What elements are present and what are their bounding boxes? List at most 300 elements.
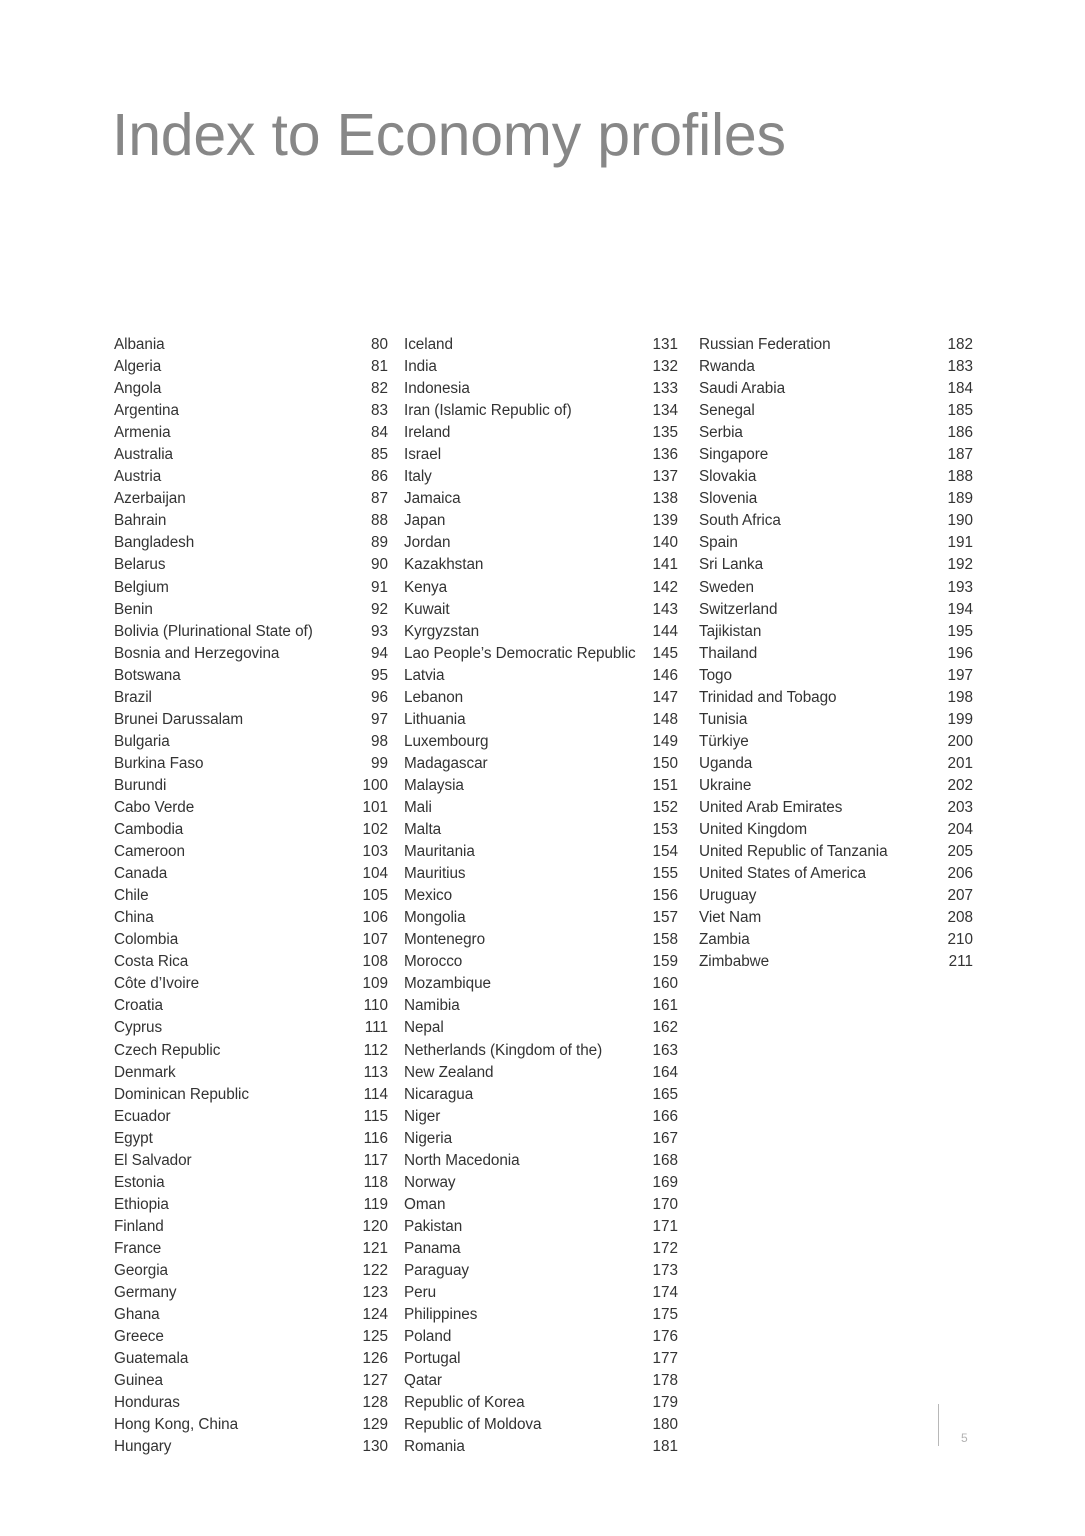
entry-economy-name: Hungary [114,1438,172,1456]
entry-page-number: 177 [652,1350,678,1368]
entry-page-number: 89 [370,534,388,552]
footer-divider [938,1404,939,1446]
index-entry[interactable] [114,929,388,951]
entry-page-number: 95 [370,666,388,684]
entry-economy-name: Brunei Darussalam [114,710,244,728]
index-entry[interactable] [404,1260,678,1282]
index-entry[interactable] [114,621,388,643]
entry-page-number: 87 [370,490,388,508]
index-entry[interactable] [404,841,678,863]
entry-economy-name: Mali [404,798,432,816]
entry-economy-name: Zambia [699,931,750,949]
index-entry[interactable] [699,775,973,797]
index-entry[interactable] [114,1260,388,1282]
entry-page-number: 197 [947,666,973,684]
entry-economy-name: Belarus [114,556,166,574]
entry-economy-name: Greece [114,1328,164,1346]
index-entry[interactable] [404,885,678,907]
entry-page-number: 120 [362,1217,388,1235]
entry-page-number: 109 [362,975,388,993]
index-entry[interactable] [114,356,388,378]
entry-page-number: 105 [362,887,388,905]
entry-page-number: 117 [363,1151,388,1169]
index-entry[interactable] [114,951,388,973]
entry-economy-name: Burkina Faso [114,754,204,772]
entry-page-number: 103 [362,843,388,861]
index-column-1 [114,334,388,1458]
entry-economy-name: Bangladesh [114,534,195,552]
index-entry[interactable] [699,643,973,665]
index-entry[interactable] [114,665,388,687]
index-entry[interactable] [114,1370,388,1392]
index-entry[interactable] [114,1304,388,1326]
index-entry[interactable] [114,378,388,400]
entry-page-number: 129 [362,1416,388,1434]
index-entry[interactable] [114,885,388,907]
entry-economy-name: Peru [404,1284,437,1302]
index-entry[interactable] [699,334,973,356]
entry-page-number: 88 [370,512,388,530]
index-entry[interactable] [699,400,973,422]
index-entry[interactable] [404,1106,678,1128]
index-entry[interactable] [404,1062,678,1084]
entry-economy-name: Belgium [114,578,169,596]
entry-economy-name: Qatar [404,1372,442,1390]
entry-page-number: 102 [362,821,388,839]
entry-economy-name: Jordan [404,534,451,552]
entry-page-number: 128 [362,1394,388,1412]
index-entry[interactable] [699,599,973,621]
entry-page-number: 166 [652,1107,678,1125]
entry-page-number: 185 [947,402,973,420]
index-entry[interactable] [404,1238,678,1260]
index-entry[interactable] [114,1216,388,1238]
entry-economy-name: United Arab Emirates [699,798,843,816]
entry-page-number: 101 [362,798,388,816]
entry-page-number: 160 [652,975,678,993]
entry-page-number: 200 [947,732,973,750]
entry-economy-name: Guatemala [114,1350,189,1368]
entry-page-number: 134 [652,402,678,420]
index-entry[interactable] [114,599,388,621]
index-entry[interactable] [404,334,678,356]
index-entry[interactable] [114,1436,388,1458]
index-entry[interactable] [699,753,973,775]
entry-economy-name: Germany [114,1284,177,1302]
index-entry[interactable] [404,753,678,775]
entry-page-number: 90 [370,556,388,574]
entry-page-number: 99 [370,754,388,772]
index-entry[interactable] [404,643,678,665]
index-entry[interactable] [114,797,388,819]
index-entry[interactable] [114,1238,388,1260]
index-entry[interactable] [404,1172,678,1194]
index-entry[interactable] [404,1304,678,1326]
index-entry[interactable] [699,929,973,951]
index-entry[interactable] [404,797,678,819]
entry-page-number: 188 [947,468,973,486]
index-entry[interactable] [404,1348,678,1370]
index-entry[interactable] [114,1150,388,1172]
index-entry[interactable] [404,510,678,532]
page-footer [938,1404,968,1446]
entry-economy-name: Mongolia [404,909,466,927]
entry-economy-name: United Kingdom [699,821,808,839]
index-entry[interactable] [404,1040,678,1062]
entry-page-number: 126 [362,1350,388,1368]
index-entry[interactable] [404,1084,678,1106]
entry-page-number: 208 [947,909,973,927]
entry-page-number: 148 [652,710,678,728]
index-entry[interactable] [404,599,678,621]
index-entry[interactable] [699,444,973,466]
index-entry[interactable] [114,775,388,797]
entry-page-number: 123 [362,1284,388,1302]
entry-page-number: 110 [363,997,388,1015]
entry-page-number: 163 [652,1041,678,1059]
entry-economy-name: Republic of Korea [404,1394,525,1412]
entry-page-number: 202 [947,776,973,794]
entry-economy-name: Indonesia [404,380,470,398]
index-entry[interactable] [114,1348,388,1370]
index-entry[interactable] [114,1128,388,1150]
index-entry[interactable] [114,444,388,466]
entry-page-number: 175 [652,1306,678,1324]
entry-economy-name: Paraguay [404,1261,470,1279]
index-entry[interactable] [699,356,973,378]
entry-economy-name: Serbia [699,424,743,442]
entry-page-number: 125 [362,1328,388,1346]
entry-economy-name: Senegal [699,402,755,420]
index-entry[interactable] [699,687,973,709]
entry-economy-name: Viet Nam [699,909,762,927]
entry-page-number: 84 [370,424,388,442]
entry-economy-name: Burundi [114,776,167,794]
entry-economy-name: United States of America [699,865,866,883]
index-entry[interactable] [699,951,973,973]
entry-economy-name: Latvia [404,666,445,684]
index-entry[interactable] [699,532,973,554]
entry-economy-name: Malaysia [404,776,464,794]
index-entry[interactable] [114,1062,388,1084]
entry-page-number: 184 [947,380,973,398]
index-entry[interactable] [404,1436,678,1458]
index-entry[interactable] [404,444,678,466]
entry-page-number: 100 [362,776,388,794]
index-entry[interactable] [114,907,388,929]
entry-economy-name: Algeria [114,358,162,376]
index-entry[interactable] [699,378,973,400]
entry-economy-name: Italy [404,468,432,486]
entry-page-number: 151 [652,776,678,794]
index-entry[interactable] [114,1194,388,1216]
entry-page-number: 179 [652,1394,678,1412]
entry-page-number: 191 [947,534,973,552]
entry-page-number: 186 [947,424,973,442]
entry-page-number: 80 [370,336,388,353]
entry-page-number: 158 [652,931,678,949]
index-entry[interactable] [114,400,388,422]
entry-economy-name: Iceland [404,336,453,353]
entry-economy-name: Singapore [699,446,769,464]
entry-economy-name: Montenegro [404,931,486,949]
entry-economy-name: Cameroon [114,843,185,861]
entry-page-number: 85 [370,446,388,464]
index-entry[interactable] [699,731,973,753]
entry-economy-name: Slovakia [699,468,757,486]
index-entry[interactable] [114,1392,388,1414]
index-entry[interactable] [114,709,388,731]
entry-page-number: 171 [652,1217,678,1235]
index-entry[interactable] [114,532,388,554]
index-entry[interactable] [404,378,678,400]
index-entry[interactable] [404,819,678,841]
entry-page-number: 193 [947,578,973,596]
entry-economy-name: Bolivia (Plurinational State of) [114,622,313,640]
entry-page-number: 159 [652,953,678,971]
index-entry[interactable] [404,1128,678,1150]
index-entry[interactable] [114,687,388,709]
entry-economy-name: Türkiye [699,732,749,750]
page-title: Index to Economy profiles [112,101,786,168]
entry-page-number: 162 [652,1019,678,1037]
entry-page-number: 150 [652,754,678,772]
index-entry[interactable] [699,885,973,907]
index-entry[interactable] [114,819,388,841]
entry-economy-name: Denmark [114,1063,176,1081]
index-entry[interactable] [114,1282,388,1304]
entry-page-number: 183 [947,358,973,376]
entry-page-number: 147 [652,688,678,706]
entry-economy-name: Lebanon [404,688,464,706]
entry-page-number: 176 [652,1328,678,1346]
index-entry[interactable] [404,995,678,1017]
entry-economy-name: Uganda [699,754,753,772]
entry-economy-name: Oman [404,1195,446,1213]
entry-economy-name: North Macedonia [404,1151,520,1169]
index-entry[interactable] [404,1017,678,1039]
entry-economy-name: Cambodia [114,821,184,839]
index-entry[interactable] [114,643,388,665]
entry-page-number: 114 [363,1085,388,1103]
entry-page-number: 136 [652,446,678,464]
entry-economy-name: Morocco [404,953,463,971]
entry-economy-name: Hong Kong, China [114,1416,239,1434]
entry-economy-name: Nicaragua [404,1085,474,1103]
index-entry[interactable] [114,510,388,532]
entry-page-number: 144 [652,622,678,640]
index-entry[interactable] [404,775,678,797]
index-entry[interactable] [699,466,973,488]
index-entry[interactable] [114,488,388,510]
index-entry[interactable] [114,731,388,753]
index-entry[interactable] [404,951,678,973]
entry-economy-name: Armenia [114,424,171,442]
index-entry[interactable] [404,400,678,422]
index-entry[interactable] [404,1150,678,1172]
entry-page-number: 115 [363,1107,388,1125]
entry-page-number: 196 [947,644,973,662]
index-entry[interactable] [404,1370,678,1392]
index-entry[interactable] [114,1040,388,1062]
entry-page-number: 119 [363,1195,388,1213]
footer-page-number: 5 [961,1431,968,1445]
entry-page-number: 157 [652,909,678,927]
entry-page-number: 97 [370,710,388,728]
entry-page-number: 198 [947,688,973,706]
index-entry[interactable] [114,863,388,885]
index-entry[interactable] [699,577,973,599]
index-entry[interactable] [404,466,678,488]
entry-economy-name: Philippines [404,1306,478,1324]
index-entry[interactable] [114,577,388,599]
entry-economy-name: Norway [404,1173,456,1191]
index-entry[interactable] [114,334,388,356]
index-entry[interactable] [404,621,678,643]
entry-page-number: 178 [652,1372,678,1390]
index-entry[interactable] [404,929,678,951]
index-entry[interactable] [114,422,388,444]
entry-economy-name: Poland [404,1328,452,1346]
entry-page-number: 201 [947,754,973,772]
index-entry[interactable] [699,819,973,841]
entry-page-number: 137 [652,468,678,486]
index-entry[interactable] [404,709,678,731]
entry-page-number: 93 [370,622,388,640]
entry-economy-name: Costa Rica [114,953,189,971]
entry-economy-name: Thailand [699,644,758,662]
index-entry[interactable] [699,797,973,819]
index-entry[interactable] [404,863,678,885]
entry-economy-name: Angola [114,380,162,398]
index-entry[interactable] [114,1414,388,1436]
entry-economy-name: Bahrain [114,512,167,530]
index-entry[interactable] [114,1326,388,1348]
entry-page-number: 210 [947,931,973,949]
index-entry[interactable] [114,1172,388,1194]
index-entry[interactable] [699,554,973,576]
index-entry[interactable] [114,1084,388,1106]
index-entry[interactable] [699,907,973,929]
index-entry[interactable] [404,731,678,753]
entry-page-number: 155 [652,865,678,883]
index-entry[interactable] [404,665,678,687]
entry-economy-name: Austria [114,468,162,486]
index-entry[interactable] [404,488,678,510]
entry-page-number: 146 [652,666,678,684]
entry-economy-name: Botswana [114,666,181,684]
index-entry[interactable] [699,863,973,885]
entry-economy-name: Sweden [699,578,754,596]
entry-economy-name: United Republic of Tanzania [699,843,888,861]
index-entry[interactable] [404,1216,678,1238]
entry-page-number: 92 [370,600,388,618]
index-entry[interactable] [114,1106,388,1128]
entry-page-number: 187 [947,446,973,464]
entry-page-number: 82 [370,380,388,398]
entry-page-number: 108 [362,953,388,971]
entry-economy-name: Benin [114,600,153,618]
entry-economy-name: Kuwait [404,600,450,618]
entry-economy-name: Republic of Moldova [404,1416,542,1434]
entry-economy-name: Egypt [114,1129,153,1147]
index-entry[interactable] [404,1414,678,1436]
entry-economy-name: Romania [404,1438,465,1456]
index-entry[interactable] [404,577,678,599]
entry-page-number: 189 [947,490,973,508]
entry-economy-name: Togo [699,666,732,684]
index-entry[interactable] [404,422,678,444]
index-entry[interactable] [699,510,973,532]
entry-economy-name: Ecuador [114,1107,171,1125]
entry-page-number: 104 [362,865,388,883]
entry-page-number: 122 [362,1261,388,1279]
entry-page-number: 154 [652,843,678,861]
entry-economy-name: Ukraine [699,776,752,794]
index-entry[interactable] [699,841,973,863]
entry-economy-name: Trinidad and Tobago [699,688,837,706]
index-entry[interactable] [404,554,678,576]
index-entry[interactable] [404,356,678,378]
index-entry[interactable] [404,973,678,995]
index-entry[interactable] [114,466,388,488]
index-entry[interactable] [699,665,973,687]
index-entry[interactable] [699,422,973,444]
entry-page-number: 153 [652,821,678,839]
entry-page-number: 131 [652,336,678,353]
index-entry[interactable] [699,621,973,643]
entry-page-number: 140 [652,534,678,552]
entry-page-number: 91 [370,578,388,596]
index-entry[interactable] [699,488,973,510]
entry-economy-name: New Zealand [404,1063,494,1081]
entry-economy-name: Ethiopia [114,1195,169,1213]
entry-economy-name: Azerbaijan [114,490,186,508]
entry-economy-name: Netherlands (Kingdom of the) [404,1041,603,1059]
index-entry[interactable] [404,1392,678,1414]
index-entry[interactable] [404,1282,678,1304]
index-entry[interactable] [114,973,388,995]
entry-economy-name: Zimbabwe [699,953,770,971]
entry-economy-name: Russian Federation [699,336,831,353]
entry-economy-name: Panama [404,1239,461,1257]
index-entry[interactable] [114,995,388,1017]
entry-page-number: 106 [362,909,388,927]
index-entry[interactable] [404,532,678,554]
index-entry[interactable] [114,1017,388,1039]
entry-page-number: 199 [947,710,973,728]
entry-page-number: 194 [947,600,973,618]
entry-page-number: 141 [652,556,678,574]
entry-page-number: 206 [947,865,973,883]
index-entry[interactable] [114,753,388,775]
entry-economy-name: Japan [404,512,446,530]
index-entry[interactable] [699,709,973,731]
entry-economy-name: Madagascar [404,754,488,772]
index-entry[interactable] [114,841,388,863]
entry-economy-name: Dominican Republic [114,1085,249,1103]
entry-economy-name: Namibia [404,997,460,1015]
index-entry[interactable] [404,1194,678,1216]
index-entry[interactable] [404,687,678,709]
index-entry[interactable] [404,1326,678,1348]
entry-page-number: 81 [370,358,388,376]
entry-page-number: 203 [947,798,973,816]
index-entry[interactable] [114,554,388,576]
entry-economy-name: Australia [114,446,173,464]
index-entry[interactable] [404,907,678,929]
entry-page-number: 142 [652,578,678,596]
